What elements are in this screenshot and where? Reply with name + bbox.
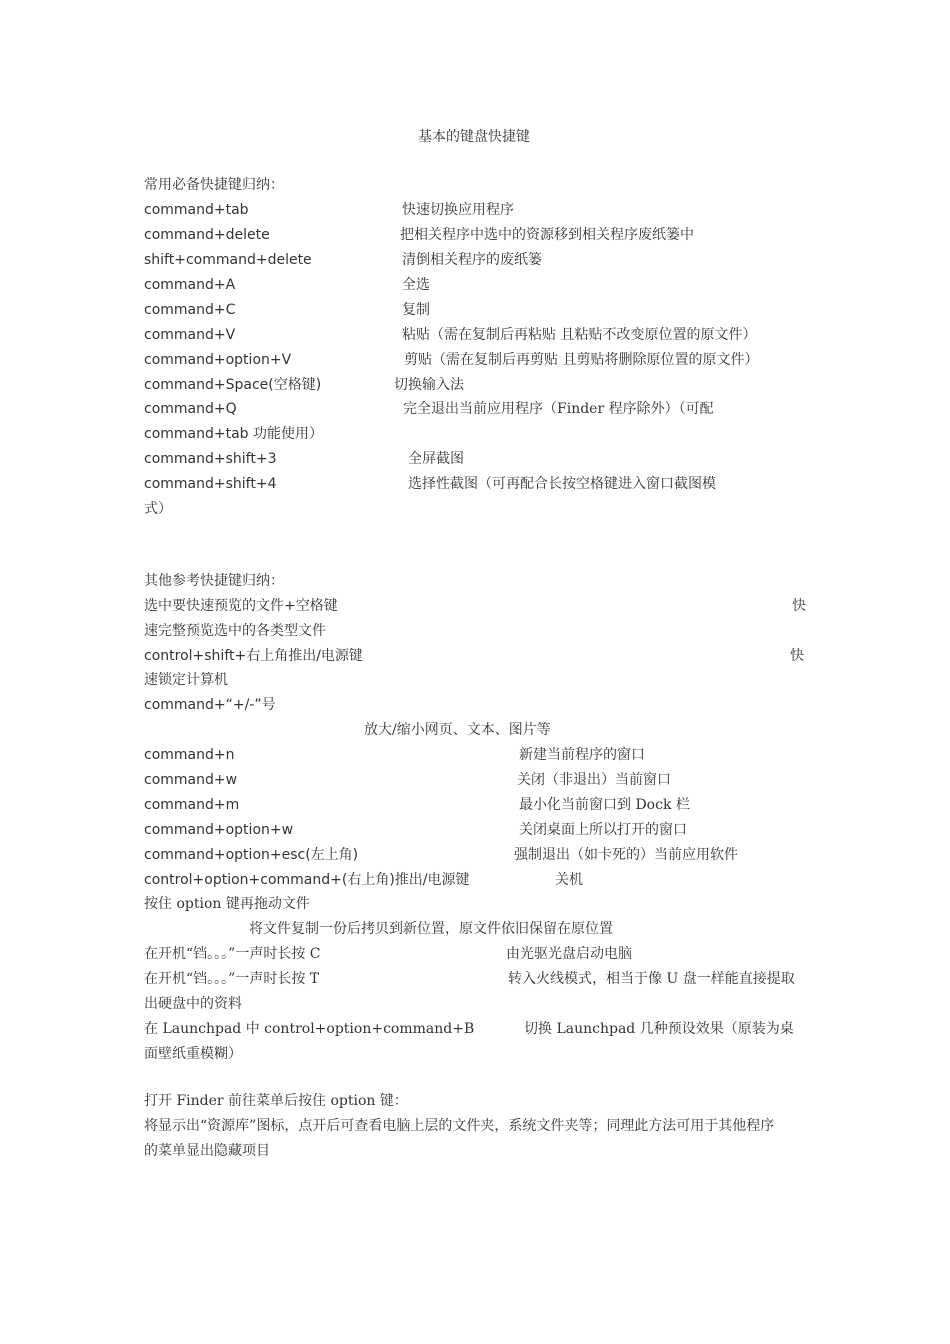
shortcut-key: command+Q (144, 401, 237, 417)
shortcut-desc: 转入火线模式，相当于像 U 盘一样能直接提取 (508, 971, 795, 987)
shortcut-desc: 快速切换应用程序 (402, 202, 514, 218)
shortcut-desc: 强制退出（如卡死的）当前应用软件 (514, 847, 738, 863)
shortcut-desc: 全选 (402, 277, 430, 293)
shortcut-desc: 关机 (555, 872, 583, 888)
shortcut-desc-continuation: command+tab 功能使用） (144, 426, 324, 442)
finder-heading: 打开 Finder 前往菜单后按住 option 键： (144, 1093, 408, 1109)
shortcut-desc: 复制 (402, 302, 430, 318)
shortcut-key: 按住 option 键再拖动文件 (144, 896, 310, 912)
shortcut-desc: 粘贴（需在复制后再粘贴 且粘贴不改变原位置的原文件） (402, 327, 757, 343)
shortcut-desc: 完全退出当前应用程序（Finder 程序除外）（可配 (403, 401, 714, 417)
shortcut-key: shift+command+delete (144, 252, 312, 268)
shortcut-desc: 将文件复制一份后拷贝到新位置，原文件依旧保留在原位置 (249, 921, 613, 937)
shortcut-key: command+option+V (144, 352, 292, 368)
shortcut-desc-continuation: 速完整预览选中的各类型文件 (144, 623, 326, 639)
shortcut-desc: 最小化当前窗口到 Dock 栏 (519, 797, 690, 813)
shortcut-key: command+shift+4 (144, 476, 277, 492)
shortcut-key: 在 Launchpad 中 control+option+command+B (144, 1021, 475, 1037)
shortcut-key: command+A (144, 277, 236, 293)
shortcut-desc-continuation: 出硬盘中的资料 (144, 996, 242, 1012)
common-heading: 常用必备快捷键归纳： (144, 177, 284, 193)
shortcut-desc-continuation: 面壁纸重模糊） (144, 1046, 242, 1062)
shortcut-key: 在开机“铛。。。”一声时长按 T (144, 971, 320, 987)
shortcut-desc: 把相关程序中选中的资源移到相关程序废纸篓中 (400, 227, 694, 243)
shortcut-desc-continuation: 式） (144, 501, 172, 517)
shortcut-desc: 切换输入法 (394, 377, 464, 393)
shortcut-key: command+shift+3 (144, 451, 277, 467)
other-heading: 其他参考快捷键归纳： (144, 573, 284, 589)
shortcut-key: 选中要快速预览的文件+空格键 (144, 598, 338, 614)
shortcut-key: command+option+w (144, 822, 294, 838)
shortcut-key: command+m (144, 797, 240, 813)
shortcut-desc-continuation: 速锁定计算机 (144, 672, 228, 688)
shortcut-desc: 关闭（非退出）当前窗口 (517, 772, 671, 788)
shortcut-desc: 快 (792, 598, 806, 614)
shortcut-key: command+w (144, 772, 238, 788)
shortcut-key: 在开机“铛。。。”一声时长按 C (144, 946, 321, 962)
shortcut-key: command+n (144, 747, 235, 763)
shortcut-desc: 关闭桌面上所以打开的窗口 (519, 822, 687, 838)
shortcut-key: command+tab (144, 202, 249, 218)
shortcut-key: command+“+/-”号 (144, 697, 276, 713)
shortcut-key: control+option+command+(右上角)推出/电源键 (144, 872, 470, 888)
shortcut-desc: 选择性截图（可再配合长按空格键进入窗口截图模 (408, 476, 716, 492)
shortcut-desc: 放大/缩小网页、文本、图片等 (364, 722, 551, 738)
shortcut-desc: 剪贴（需在复制后再剪贴 且剪贴将删除原位置的原文件） (404, 352, 759, 368)
shortcut-key: command+option+esc(左上角) (144, 847, 359, 863)
shortcut-desc: 全屏截图 (408, 451, 464, 467)
shortcut-desc: 新建当前程序的窗口 (519, 747, 645, 763)
shortcut-key: command+C (144, 302, 236, 318)
page-title: 基本的键盘快捷键 (418, 129, 530, 145)
shortcut-key: command+Space(空格键) (144, 377, 322, 393)
shortcut-key: command+V (144, 327, 236, 343)
finder-paragraph-continuation: 的菜单显出隐藏项目 (144, 1143, 270, 1159)
shortcut-desc: 快 (790, 648, 804, 664)
shortcut-desc: 切换 Launchpad 几种预设效果（原装为桌 (524, 1021, 794, 1037)
shortcut-desc: 清倒相关程序的废纸篓 (402, 252, 542, 268)
finder-paragraph: 将显示出“资源库”图标，点开后可查看电脑上层的文件夹，系统文件夹等；同理此方法可用于其他程序 (144, 1118, 775, 1134)
shortcut-key: control+shift+右上角推出/电源键 (144, 648, 363, 664)
shortcut-key: command+delete (144, 227, 270, 243)
shortcut-desc: 由光驱光盘启动电脑 (506, 946, 632, 962)
